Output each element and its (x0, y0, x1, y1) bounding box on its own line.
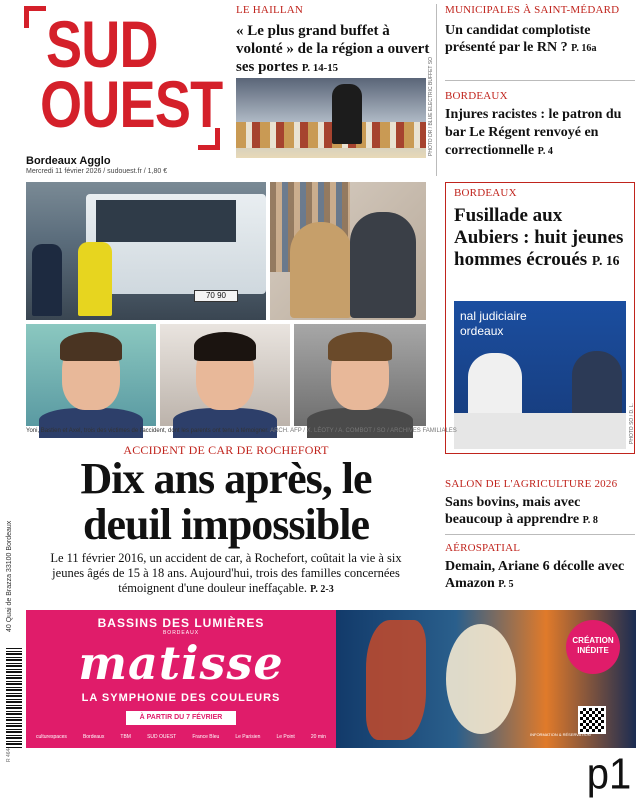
press-table (454, 413, 626, 449)
bus-crash-photo (26, 182, 266, 320)
buffet-chef (332, 84, 362, 144)
matisse-advertisement[interactable] (26, 610, 636, 748)
photo-caption-text: Yoni, Bastien et Axel, trois des victimes de l'accident, dont les parents ont tenu à témoigner. (26, 428, 269, 434)
main-headline-line-2: deuil impossible (83, 500, 369, 549)
ad-dancer-figure (366, 620, 426, 740)
ad-partner: France Bleu (192, 734, 220, 740)
ad-partner: Le Parisien (235, 734, 261, 740)
right-divider-1 (445, 80, 635, 81)
edition-name: Bordeaux Agglo (26, 155, 111, 167)
brief-2-kicker: AÉROSPATIAL (445, 542, 521, 554)
brief-1-headline-text: Sans bovins, mais avec beaucoup à apprendre (445, 495, 581, 527)
boxed-story-headline[interactable] (454, 205, 630, 272)
logo-corner-top (24, 6, 46, 28)
victim-photo-yoni (26, 324, 156, 426)
right-mid-kicker: BORDEAUX (445, 90, 508, 102)
address-side-text: 40 Quai de Brazza 33100 Bordeaux (6, 520, 13, 632)
masthead-logo[interactable] (24, 6, 223, 150)
press-conference-photo (454, 301, 626, 449)
logo-word-sud: SUD (46, 7, 158, 81)
ad-brand: BASSINS DES LUMIÈRES (97, 616, 265, 630)
right-mid-story[interactable] (445, 90, 635, 161)
buffet-photo-credit: PHOTO DR / BLUE ELECTRIC BUFFET SO (428, 57, 434, 156)
brief-agriculture[interactable] (445, 478, 635, 529)
ad-date: À PARTIR DU 7 FÉVRIER (126, 711, 236, 725)
buffet-counter (236, 122, 426, 148)
ad-brand-sub: BORDEAUX (162, 630, 200, 636)
main-story-kicker: ACCIDENT DE CAR DE ROCHEFORT (123, 443, 329, 457)
top-story-page: P. 14-15 (301, 62, 339, 74)
boxed-story-kicker: BORDEAUX (454, 187, 517, 199)
brief-1-headline[interactable] (445, 494, 635, 529)
right-top-story[interactable] (445, 4, 635, 57)
victim-photo-bastien (160, 324, 290, 426)
brief-1-kicker: SALON DE L'AGRICULTURE 2026 (445, 478, 618, 490)
ad-info-label: INFORMATION & RÉSERVATION (530, 732, 591, 737)
logo-word-ouest: OUEST (40, 67, 223, 141)
brief-2-headline-text: Demain, Ariane 6 décolle avec Amazon (445, 559, 625, 591)
column-divider (436, 4, 437, 176)
boxed-story-page: P. 16 (591, 253, 620, 268)
bus-rescuer (78, 242, 112, 316)
main-story-standfirst[interactable] (36, 551, 416, 597)
boxed-story-headline-text: Fusillade aux Aubiers : huit jeunes hommes écroués (454, 205, 624, 270)
photo-caption (26, 428, 457, 434)
ad-partner: Le Point (276, 734, 295, 740)
press-photo-credit: PHOTO SO / D. L. (629, 402, 635, 444)
brief-1-page: P. 8 (582, 515, 598, 526)
ad-partner-logos (36, 734, 326, 740)
boxed-story[interactable] (445, 182, 635, 454)
top-story-headline-text: « Le plus grand buffet à volonté » de la région a ouvert ses portes (236, 23, 430, 75)
buffet-photo (236, 78, 426, 158)
ad-portrait-figure (446, 624, 516, 734)
right-mid-page: P. 4 (537, 146, 553, 157)
standfirst-page: P. 2-3 (310, 584, 334, 595)
ad-partner: 20 min (310, 734, 326, 740)
bus-bystander (32, 244, 62, 316)
parents-photo (270, 182, 426, 320)
victim-hair (194, 332, 256, 361)
bus-plate: 70 90 (194, 290, 238, 302)
right-divider-2 (445, 534, 635, 535)
ad-creation-badge: CRÉATION INÉDITE (566, 620, 620, 674)
main-headline-line-1: Dix ans après, le (80, 454, 372, 503)
ad-tagline: LA SYMPHONIE DES COULEURS (81, 692, 281, 704)
top-story-kicker: LE HAILLAN (236, 4, 304, 16)
ad-title: matisse (78, 636, 284, 690)
victim-hair (60, 332, 122, 361)
victim-hair (328, 332, 391, 361)
right-top-page: P. 16a (571, 43, 597, 54)
standfirst-text: Le 11 février 2016, un accident de car, à Rochefort, coûtait la vie à six jeunes âgés de 15 à 18 ans. Aujourd'hui, trois des familles concernées témoignent d'une douleur ineffaçable. (50, 551, 402, 595)
main-story-headline[interactable] (26, 456, 426, 548)
right-top-headline-text: Un candidat complotiste présenté par le RN ? (445, 23, 591, 55)
ad-partner: Bordeaux (82, 734, 105, 740)
right-top-headline[interactable] (445, 22, 635, 57)
ad-partner: TBM (120, 734, 131, 740)
bus-window (96, 200, 236, 242)
photo-credit: ARCH. AFP / X. LÉOTY / A. COMBOT / SO / ARCHIVES FAMILIALES (270, 428, 457, 434)
barcode (6, 648, 22, 748)
brief-aerospace[interactable] (445, 542, 635, 593)
top-story[interactable] (236, 4, 432, 77)
parents-mother (290, 222, 352, 318)
dateline: Mercredi 11 février 2026 / sudouest.fr / 1,80 € (26, 168, 168, 175)
press-banner-text: nal judiciaire ordeaux (460, 309, 527, 338)
ad-partner: culturespaces (36, 734, 67, 740)
page-one-logo: p1 (586, 749, 632, 799)
top-story-headline[interactable] (236, 22, 432, 77)
brief-2-page: P. 5 (498, 579, 514, 590)
victim-photo-axel (294, 324, 426, 426)
right-mid-headline[interactable] (445, 106, 635, 161)
parents-father (350, 212, 416, 318)
right-mid-headline-text: Injures racistes : le patron du bar Le Régent renvoyé en correctionnelle (445, 107, 622, 158)
ad-qr-code[interactable] (578, 706, 606, 734)
ad-partner: SUD OUEST (147, 734, 177, 740)
right-top-kicker: MUNICIPALES À SAINT-MÉDARD (445, 4, 620, 16)
brief-2-headline[interactable] (445, 558, 635, 593)
